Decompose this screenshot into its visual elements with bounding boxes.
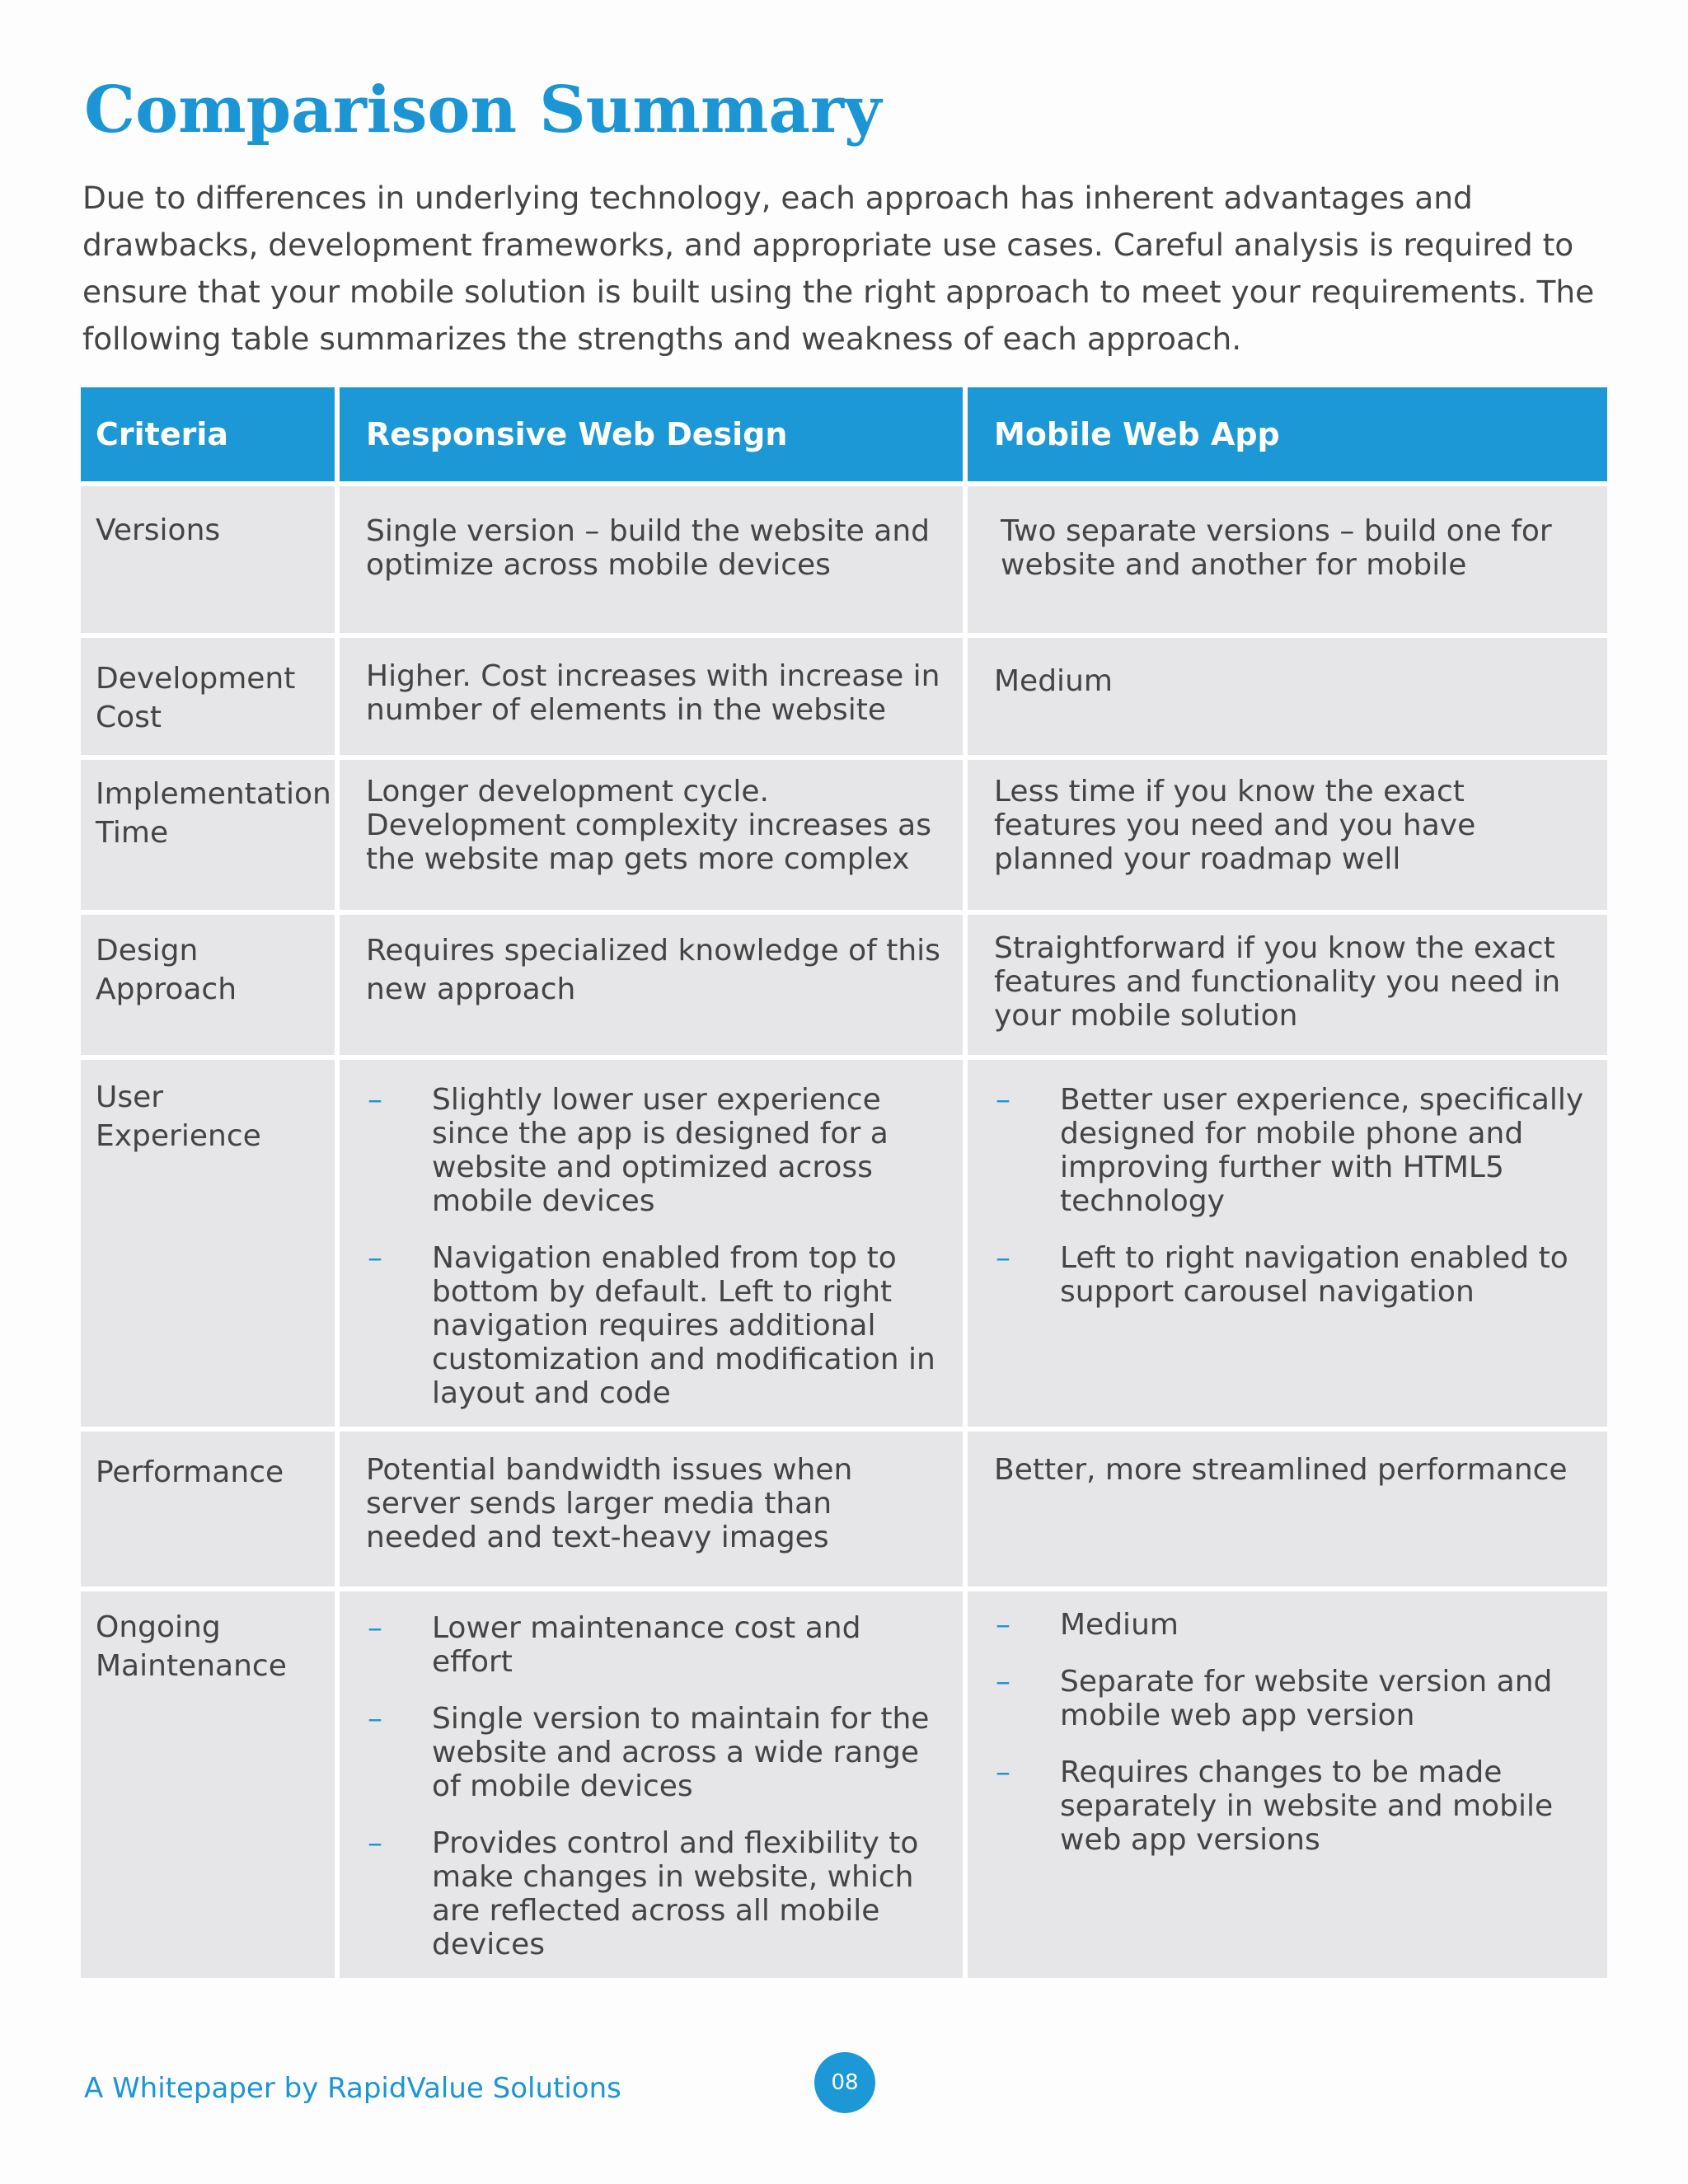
criteria-cell: Development Cost bbox=[81, 638, 340, 760]
criteria-cell: Performance bbox=[81, 1432, 340, 1591]
dash-bullet-icon: – bbox=[368, 1702, 382, 1736]
table-row bbox=[81, 1432, 1607, 1591]
list-item: – Separate for website version and mobile web app version bbox=[996, 1665, 1553, 1732]
mwa-cell: Less time if you know the exact features you need and you have planned your roadmap well bbox=[968, 760, 1607, 915]
mwa-cell: Two separate versions – build one for website and another for mobile bbox=[968, 486, 1607, 638]
comparison-table bbox=[81, 387, 1607, 1983]
rwd-cell bbox=[340, 1591, 968, 1983]
rwd-cell bbox=[340, 1060, 968, 1432]
criteria-cell: Versions bbox=[81, 486, 340, 638]
mwa-cell: Better, more streamlined performance bbox=[968, 1432, 1607, 1591]
dash-bullet-icon: – bbox=[996, 1608, 1010, 1642]
rwd-cell: Potential bandwidth issues when server sends larger media than needed and text-heavy images bbox=[340, 1432, 968, 1591]
page-number-badge: 08 bbox=[814, 2052, 875, 2113]
table-row bbox=[81, 486, 1607, 638]
list-item: – Better user experience, specifically designed for mobile phone and improving further with HTML5 technology bbox=[996, 1083, 1584, 1218]
dash-bullet-icon: – bbox=[996, 1241, 1010, 1275]
rwd-cell: Higher. Cost increases with increase in number of elements in the website bbox=[340, 638, 968, 760]
page-title: Comparison Summary bbox=[84, 73, 882, 148]
dash-bullet-icon: – bbox=[996, 1083, 1010, 1117]
header-responsive-web-design: Responsive Web Design bbox=[340, 387, 968, 486]
rwd-cell: Longer development cycle. Development complexity increases as the website map gets more complex bbox=[340, 760, 968, 915]
bullet-list bbox=[994, 1608, 1587, 1857]
list-item: – Left to right navigation enabled to support carousel navigation bbox=[996, 1241, 1568, 1309]
bullet-list bbox=[994, 1083, 1587, 1309]
table-row bbox=[81, 1060, 1607, 1432]
criteria-cell: User Experience bbox=[81, 1060, 340, 1432]
list-item: – Single version to maintain for the website and across a wide range of mobile devices bbox=[368, 1702, 930, 1803]
header-criteria: Criteria bbox=[81, 387, 340, 486]
header-mobile-web-app: Mobile Web App bbox=[968, 387, 1607, 486]
list-item: – Navigation enabled from top to bottom by default. Left to right navigation requires additional customization and modification in layout and code bbox=[368, 1241, 935, 1410]
criteria-cell: Design Approach bbox=[81, 915, 340, 1060]
table-row bbox=[81, 915, 1607, 1060]
table-row bbox=[81, 1591, 1607, 1983]
dash-bullet-icon: – bbox=[368, 1241, 382, 1275]
criteria-cell: Ongoing Maintenance bbox=[81, 1591, 340, 1983]
mwa-cell bbox=[968, 1591, 1607, 1983]
mwa-cell bbox=[968, 1060, 1607, 1432]
dash-bullet-icon: – bbox=[368, 1611, 382, 1645]
criteria-cell: Implementation Time bbox=[81, 760, 340, 915]
table-row bbox=[81, 760, 1607, 915]
list-item: – Lower maintenance cost and effort bbox=[368, 1611, 861, 1679]
mwa-cell: Medium bbox=[968, 638, 1607, 760]
bullet-list bbox=[366, 1083, 943, 1410]
footer-text: A Whitepaper by RapidValue Solutions bbox=[84, 2072, 621, 2105]
bullet-list bbox=[366, 1611, 943, 1961]
rwd-cell: Single version – build the website and optimize across mobile devices bbox=[340, 486, 968, 638]
list-item: – Requires changes to be made separately in website and mobile web app versions bbox=[996, 1755, 1554, 1857]
dash-bullet-icon: – bbox=[368, 1083, 382, 1117]
list-item: – Slightly lower user experience since the app is designed for a website and optimized across mobile devices bbox=[368, 1083, 889, 1218]
dash-bullet-icon: – bbox=[996, 1665, 1010, 1699]
dash-bullet-icon: – bbox=[996, 1755, 1010, 1789]
rwd-cell: Requires specialized knowledge of this new approach bbox=[340, 915, 968, 1060]
intro-paragraph: Due to differences in underlying technology, each approach has inherent advantages and drawbacks, development frameworks, and appropriate use cases. Careful analysis is required to ensure that your mobile solution is built using the right approach to meet your requirements. The following table summarizes the strengths and weakness of each approach. bbox=[82, 180, 1595, 357]
dash-bullet-icon: – bbox=[368, 1826, 382, 1860]
list-item: – Medium bbox=[996, 1608, 1179, 1642]
table-header-row bbox=[81, 387, 1607, 486]
mwa-cell: Straightforward if you know the exact features and functionality you need in your mobile solution bbox=[968, 915, 1607, 1060]
list-item: – Provides control and flexibility to make changes in website, which are reflected across all mobile devices bbox=[368, 1826, 919, 1961]
table-row bbox=[81, 638, 1607, 760]
